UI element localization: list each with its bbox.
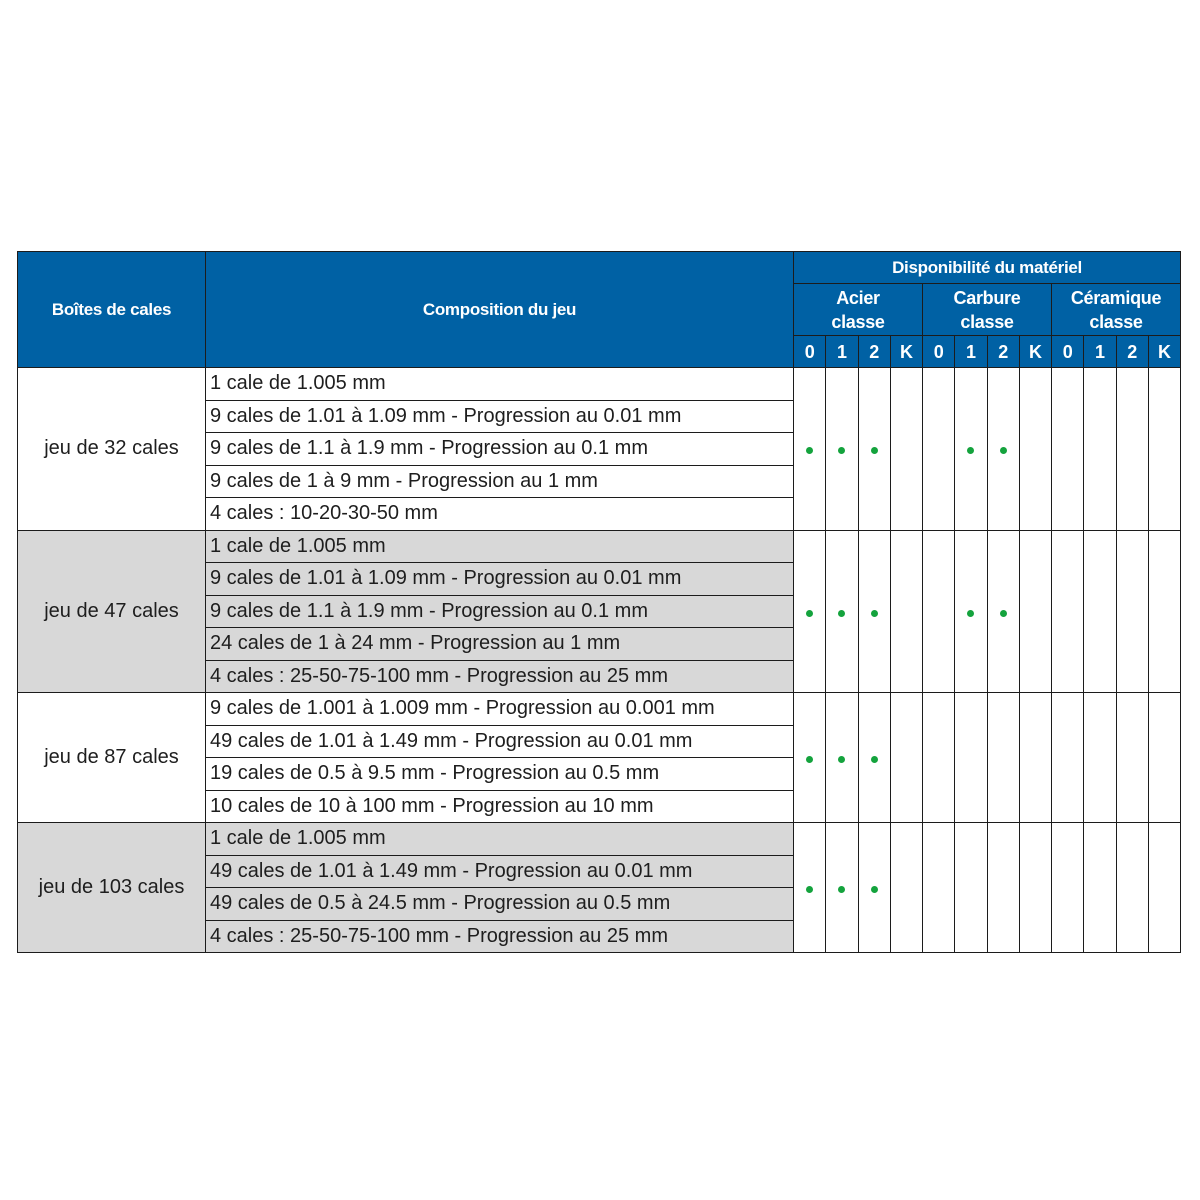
material-name: Céramique: [1070, 287, 1162, 308]
composition-cell: 19 cales de 0.5 à 9.5 mm - Progression au 0.5 mm: [206, 758, 794, 791]
available-dot-icon: [871, 610, 878, 617]
available-dot-icon: [838, 886, 845, 893]
header-class-cell: K: [1019, 336, 1051, 368]
composition-cell: 49 cales de 1.01 à 1.49 mm - Progression au 0.01 mm: [206, 855, 794, 888]
material-class-label: classe: [1089, 311, 1143, 332]
table-row: [18, 693, 1181, 726]
header-class-cell: 2: [987, 336, 1019, 368]
available-dot-icon: [806, 886, 813, 893]
availability-cell: [987, 530, 1019, 693]
availability-cell: [794, 823, 826, 953]
availability-cell: [1148, 368, 1180, 531]
availability-cell: [923, 368, 955, 531]
availability-cell: [858, 368, 890, 531]
availability-cell: [890, 693, 922, 823]
table-row: [18, 530, 1181, 563]
availability-cell: [826, 530, 858, 693]
material-class-label: classe: [831, 311, 885, 332]
availability-cell: [1148, 693, 1180, 823]
availability-cell: [1116, 368, 1148, 531]
availability-cell: [1084, 693, 1116, 823]
availability-cell: [858, 823, 890, 953]
availability-cell: [1019, 368, 1051, 531]
composition-cell: 49 cales de 0.5 à 24.5 mm - Progression au 0.5 mm: [206, 888, 794, 921]
composition-cell: 9 cales de 1.1 à 1.9 mm - Progression au 0.1 mm: [206, 595, 794, 628]
availability-cell: [1052, 530, 1084, 693]
availability-cell: [826, 368, 858, 531]
available-dot-icon: [967, 610, 974, 617]
header-class-cell: 0: [923, 336, 955, 368]
available-dot-icon: [838, 447, 845, 454]
composition-cell: 9 cales de 1 à 9 mm - Progression au 1 mm: [206, 465, 794, 498]
availability-cell: [1052, 368, 1084, 531]
availability-cell: [794, 368, 826, 531]
material-class-label: classe: [960, 311, 1014, 332]
header-class-cell: 1: [826, 336, 858, 368]
header-material-steel: [794, 284, 923, 336]
availability-cell: [826, 693, 858, 823]
availability-cell: [955, 823, 987, 953]
set-name-cell: jeu de 103 cales: [18, 823, 206, 953]
availability-cell: [955, 693, 987, 823]
composition-cell: 1 cale de 1.005 mm: [206, 530, 794, 563]
header-class-cell: 1: [955, 336, 987, 368]
gauge-block-table: [17, 251, 1181, 953]
header-class-cell: K: [1148, 336, 1180, 368]
composition-cell: 9 cales de 1.1 à 1.9 mm - Progression au 0.1 mm: [206, 433, 794, 466]
availability-cell: [1019, 823, 1051, 953]
table-row: [18, 368, 1181, 401]
availability-cell: [955, 368, 987, 531]
table-row: [18, 823, 1181, 856]
gauge-block-table-container: [17, 251, 1181, 953]
composition-cell: 9 cales de 1.01 à 1.09 mm - Progression au 0.01 mm: [206, 400, 794, 433]
available-dot-icon: [806, 447, 813, 454]
composition-cell: 4 cales : 10-20-30-50 mm: [206, 498, 794, 531]
available-dot-icon: [871, 447, 878, 454]
availability-cell: [1116, 530, 1148, 693]
availability-cell: [1084, 368, 1116, 531]
set-name-cell: jeu de 87 cales: [18, 693, 206, 823]
availability-cell: [1148, 530, 1180, 693]
availability-cell: [1019, 530, 1051, 693]
availability-cell: [1116, 823, 1148, 953]
table-body: [18, 368, 1181, 953]
table-header: [18, 252, 1181, 368]
availability-cell: [1084, 823, 1116, 953]
availability-cell: [1148, 823, 1180, 953]
header-boxes: Boîtes de cales: [18, 252, 206, 368]
composition-cell: 1 cale de 1.005 mm: [206, 368, 794, 401]
material-name: Acier: [836, 287, 880, 308]
availability-cell: [1019, 693, 1051, 823]
material-name: Carbure: [953, 287, 1021, 308]
availability-cell: [890, 368, 922, 531]
availability-cell: [794, 530, 826, 693]
available-dot-icon: [1000, 447, 1007, 454]
availability-cell: [890, 530, 922, 693]
header-class-cell: 1: [1084, 336, 1116, 368]
header-class-cell: 0: [794, 336, 826, 368]
set-name-cell: jeu de 32 cales: [18, 368, 206, 531]
composition-cell: 4 cales : 25-50-75-100 mm - Progression au 25 mm: [206, 660, 794, 693]
header-availability: Disponibilité du matériel: [794, 252, 1181, 284]
header-material-carbide: [923, 284, 1052, 336]
composition-cell: 49 cales de 1.01 à 1.49 mm - Progression au 0.01 mm: [206, 725, 794, 758]
availability-cell: [923, 530, 955, 693]
availability-cell: [987, 368, 1019, 531]
available-dot-icon: [838, 756, 845, 763]
header-material-ceramic: [1052, 284, 1181, 336]
available-dot-icon: [871, 886, 878, 893]
header-composition: Composition du jeu: [206, 252, 794, 368]
availability-cell: [1052, 823, 1084, 953]
availability-cell: [794, 693, 826, 823]
available-dot-icon: [1000, 610, 1007, 617]
header-class-cell: 2: [858, 336, 890, 368]
availability-cell: [826, 823, 858, 953]
availability-cell: [987, 823, 1019, 953]
availability-cell: [1116, 693, 1148, 823]
header-class-cell: K: [890, 336, 922, 368]
composition-cell: 1 cale de 1.005 mm: [206, 823, 794, 856]
available-dot-icon: [871, 756, 878, 763]
availability-cell: [890, 823, 922, 953]
availability-cell: [858, 693, 890, 823]
composition-cell: 9 cales de 1.001 à 1.009 mm - Progression au 0.001 mm: [206, 693, 794, 726]
availability-cell: [923, 693, 955, 823]
availability-cell: [923, 823, 955, 953]
composition-cell: 9 cales de 1.01 à 1.09 mm - Progression au 0.01 mm: [206, 563, 794, 596]
availability-cell: [1084, 530, 1116, 693]
composition-cell: 10 cales de 10 à 100 mm - Progression au 10 mm: [206, 790, 794, 823]
available-dot-icon: [838, 610, 845, 617]
availability-cell: [1052, 693, 1084, 823]
available-dot-icon: [806, 756, 813, 763]
availability-cell: [987, 693, 1019, 823]
availability-cell: [858, 530, 890, 693]
composition-cell: 4 cales : 25-50-75-100 mm - Progression au 25 mm: [206, 920, 794, 953]
header-class-cell: 0: [1052, 336, 1084, 368]
set-name-cell: jeu de 47 cales: [18, 530, 206, 693]
available-dot-icon: [967, 447, 974, 454]
available-dot-icon: [806, 610, 813, 617]
composition-cell: 24 cales de 1 à 24 mm - Progression au 1 mm: [206, 628, 794, 661]
header-class-cell: 2: [1116, 336, 1148, 368]
availability-cell: [955, 530, 987, 693]
